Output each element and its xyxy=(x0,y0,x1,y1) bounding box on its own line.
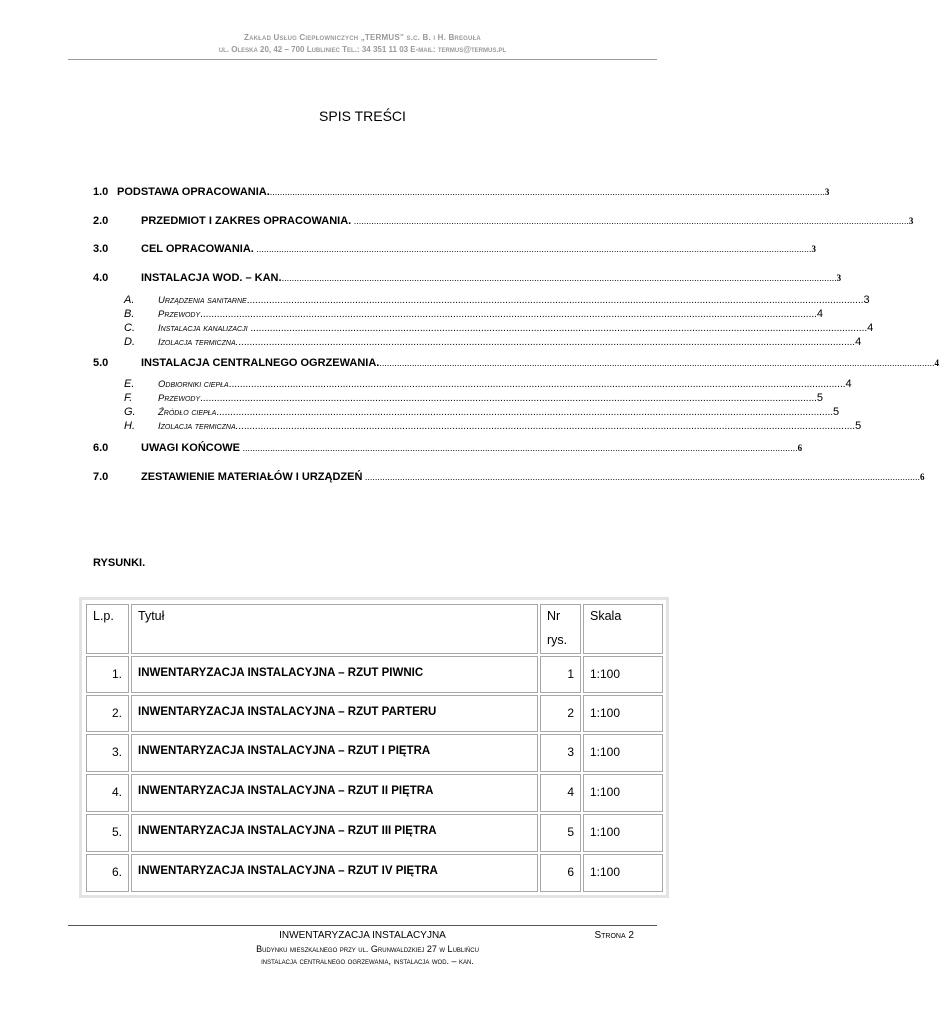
toc-entry-4c[interactable]: C. Instalacja kanalizacji .............................................................................................................................................................................................................................. 4 xyxy=(124,322,874,334)
toc-entry-1[interactable]: 1.0 PODSTAWA OPRACOWANIA. .............................................................................................................................................................................................................................. 3 xyxy=(93,186,830,198)
table-row-3-lp: 3. xyxy=(86,734,129,772)
table-row-6-title: INWENTARYZACJA INSTALACYJNA – RZUT IV PIĘTRA xyxy=(131,854,538,892)
toc-entry-4a[interactable]: A. Urządzenia sanitarne .............................................................................................................................................................................................................................. 3 xyxy=(124,294,870,306)
page-title: SPIS TREŚCI xyxy=(319,108,406,124)
toc-entry-4b[interactable]: B. Przewody .............................................................................................................................................................................................................................. 4 xyxy=(124,308,824,320)
toc-entry-7[interactable]: 7.0 ZESTAWIENIE MATERIAŁÓW I URZĄDZEŃ .............................................................................................................................................................................................................................. 6 xyxy=(93,471,925,483)
header-lp: L.p. xyxy=(86,604,129,654)
page-number: Strona 2 xyxy=(594,930,634,941)
table-row-1-lp: 1. xyxy=(86,656,129,693)
toc-entry-4[interactable]: 4.0 INSTALACJA WOD. – KAN. .............................................................................................................................................................................................................................. 3 xyxy=(93,272,842,284)
header-nr: Nr rys. xyxy=(540,604,581,654)
company-name: Zakład Usług Ciepłowniczych „TERMUS” s.c. B. i H. Breguła xyxy=(244,33,481,42)
header-scale: Skala xyxy=(583,604,663,654)
table-row-3-title: INWENTARYZACJA INSTALACYJNA – RZUT I PIĘTRA xyxy=(131,734,538,772)
table-row-1-title: INWENTARYZACJA INSTALACYJNA – RZUT PIWNIC xyxy=(131,656,538,693)
toc-entry-3[interactable]: 3.0 CEL OPRACOWANIA. .............................................................................................................................................................................................................................. 3 xyxy=(93,243,816,255)
footer-divider xyxy=(68,925,657,926)
toc-entry-6[interactable]: 6.0 UWAGI KOŃCOWE .............................................................................................................................................................................................................................. 6 xyxy=(93,442,803,454)
drawings-heading: RYSUNKI. xyxy=(93,557,146,569)
table-row-2-scale: 1:100 xyxy=(583,695,663,732)
footer-title: INWENTARYZACJA INSTALACYJNA xyxy=(279,930,446,941)
footer-building: Budynku mieszkalnego przy ul. Grunwaldzkiej 27 w Lublińcu xyxy=(256,944,479,954)
table-row-5-nr: 5 xyxy=(540,814,581,852)
header-divider xyxy=(68,59,657,60)
toc-entry-5h[interactable]: H. Izolacja termiczna. .............................................................................................................................................................................................................................. 5 xyxy=(124,420,862,432)
table-row-6-scale: 1:100 xyxy=(583,854,663,892)
drawings-table xyxy=(79,597,669,898)
table-row-5-lp: 5. xyxy=(86,814,129,852)
table-row-4-lp: 4. xyxy=(86,774,129,812)
table-row-3-nr: 3 xyxy=(540,734,581,772)
table-row-4-nr: 4 xyxy=(540,774,581,812)
table-row-2-nr: 2 xyxy=(540,695,581,732)
toc-entry-2[interactable]: 2.0 PRZEDMIOT I ZAKRES OPRACOWANIA. .............................................................................................................................................................................................................................. 3 xyxy=(93,215,914,227)
page-header xyxy=(0,33,725,54)
footer-scope: instalacja centralnego ogrzewania, instalacja wod. – kan. xyxy=(261,956,474,966)
table-row-2-lp: 2. xyxy=(86,695,129,732)
header-title: Tytuł xyxy=(131,604,538,654)
toc-entry-4d[interactable]: D. Izolacja termiczna. .............................................................................................................................................................................................................................. 4 xyxy=(124,336,862,348)
toc-entry-5e[interactable]: E. Odbiorniki ciepła .............................................................................................................................................................................................................................. 4 xyxy=(124,378,852,390)
table-row-5-scale: 1:100 xyxy=(583,814,663,852)
toc-entry-5g[interactable]: G. Źródło ciepła .............................................................................................................................................................................................................................. 5 xyxy=(124,406,840,418)
table-row-6-lp: 6. xyxy=(86,854,129,892)
company-address: ul. Oleska 20, 42 – 700 Lubliniec Tel.: 34 351 11 03 E-mail: termus@termus.pl xyxy=(218,45,507,54)
table-row-4-scale: 1:100 xyxy=(583,774,663,812)
table-row-2-title: INWENTARYZACJA INSTALACYJNA – RZUT PARTERU xyxy=(131,695,538,732)
table-row-4-title: INWENTARYZACJA INSTALACYJNA – RZUT II PIĘTRA xyxy=(131,774,538,812)
toc-entry-5[interactable]: 5.0 INSTALACJA CENTRALNEGO OGRZEWANIA. .............................................................................................................................................................................................................................. 4 xyxy=(93,357,939,369)
table-row-1-nr: 1 xyxy=(540,656,581,693)
table-row-3-scale: 1:100 xyxy=(583,734,663,772)
table-row-6-nr: 6 xyxy=(540,854,581,892)
toc-entry-5f[interactable]: F. Przewody .............................................................................................................................................................................................................................. 5 xyxy=(124,392,824,404)
table-row-5-title: INWENTARYZACJA INSTALACYJNA – RZUT III PIĘTRA xyxy=(131,814,538,852)
table-row-1-scale: 1:100 xyxy=(583,656,663,693)
